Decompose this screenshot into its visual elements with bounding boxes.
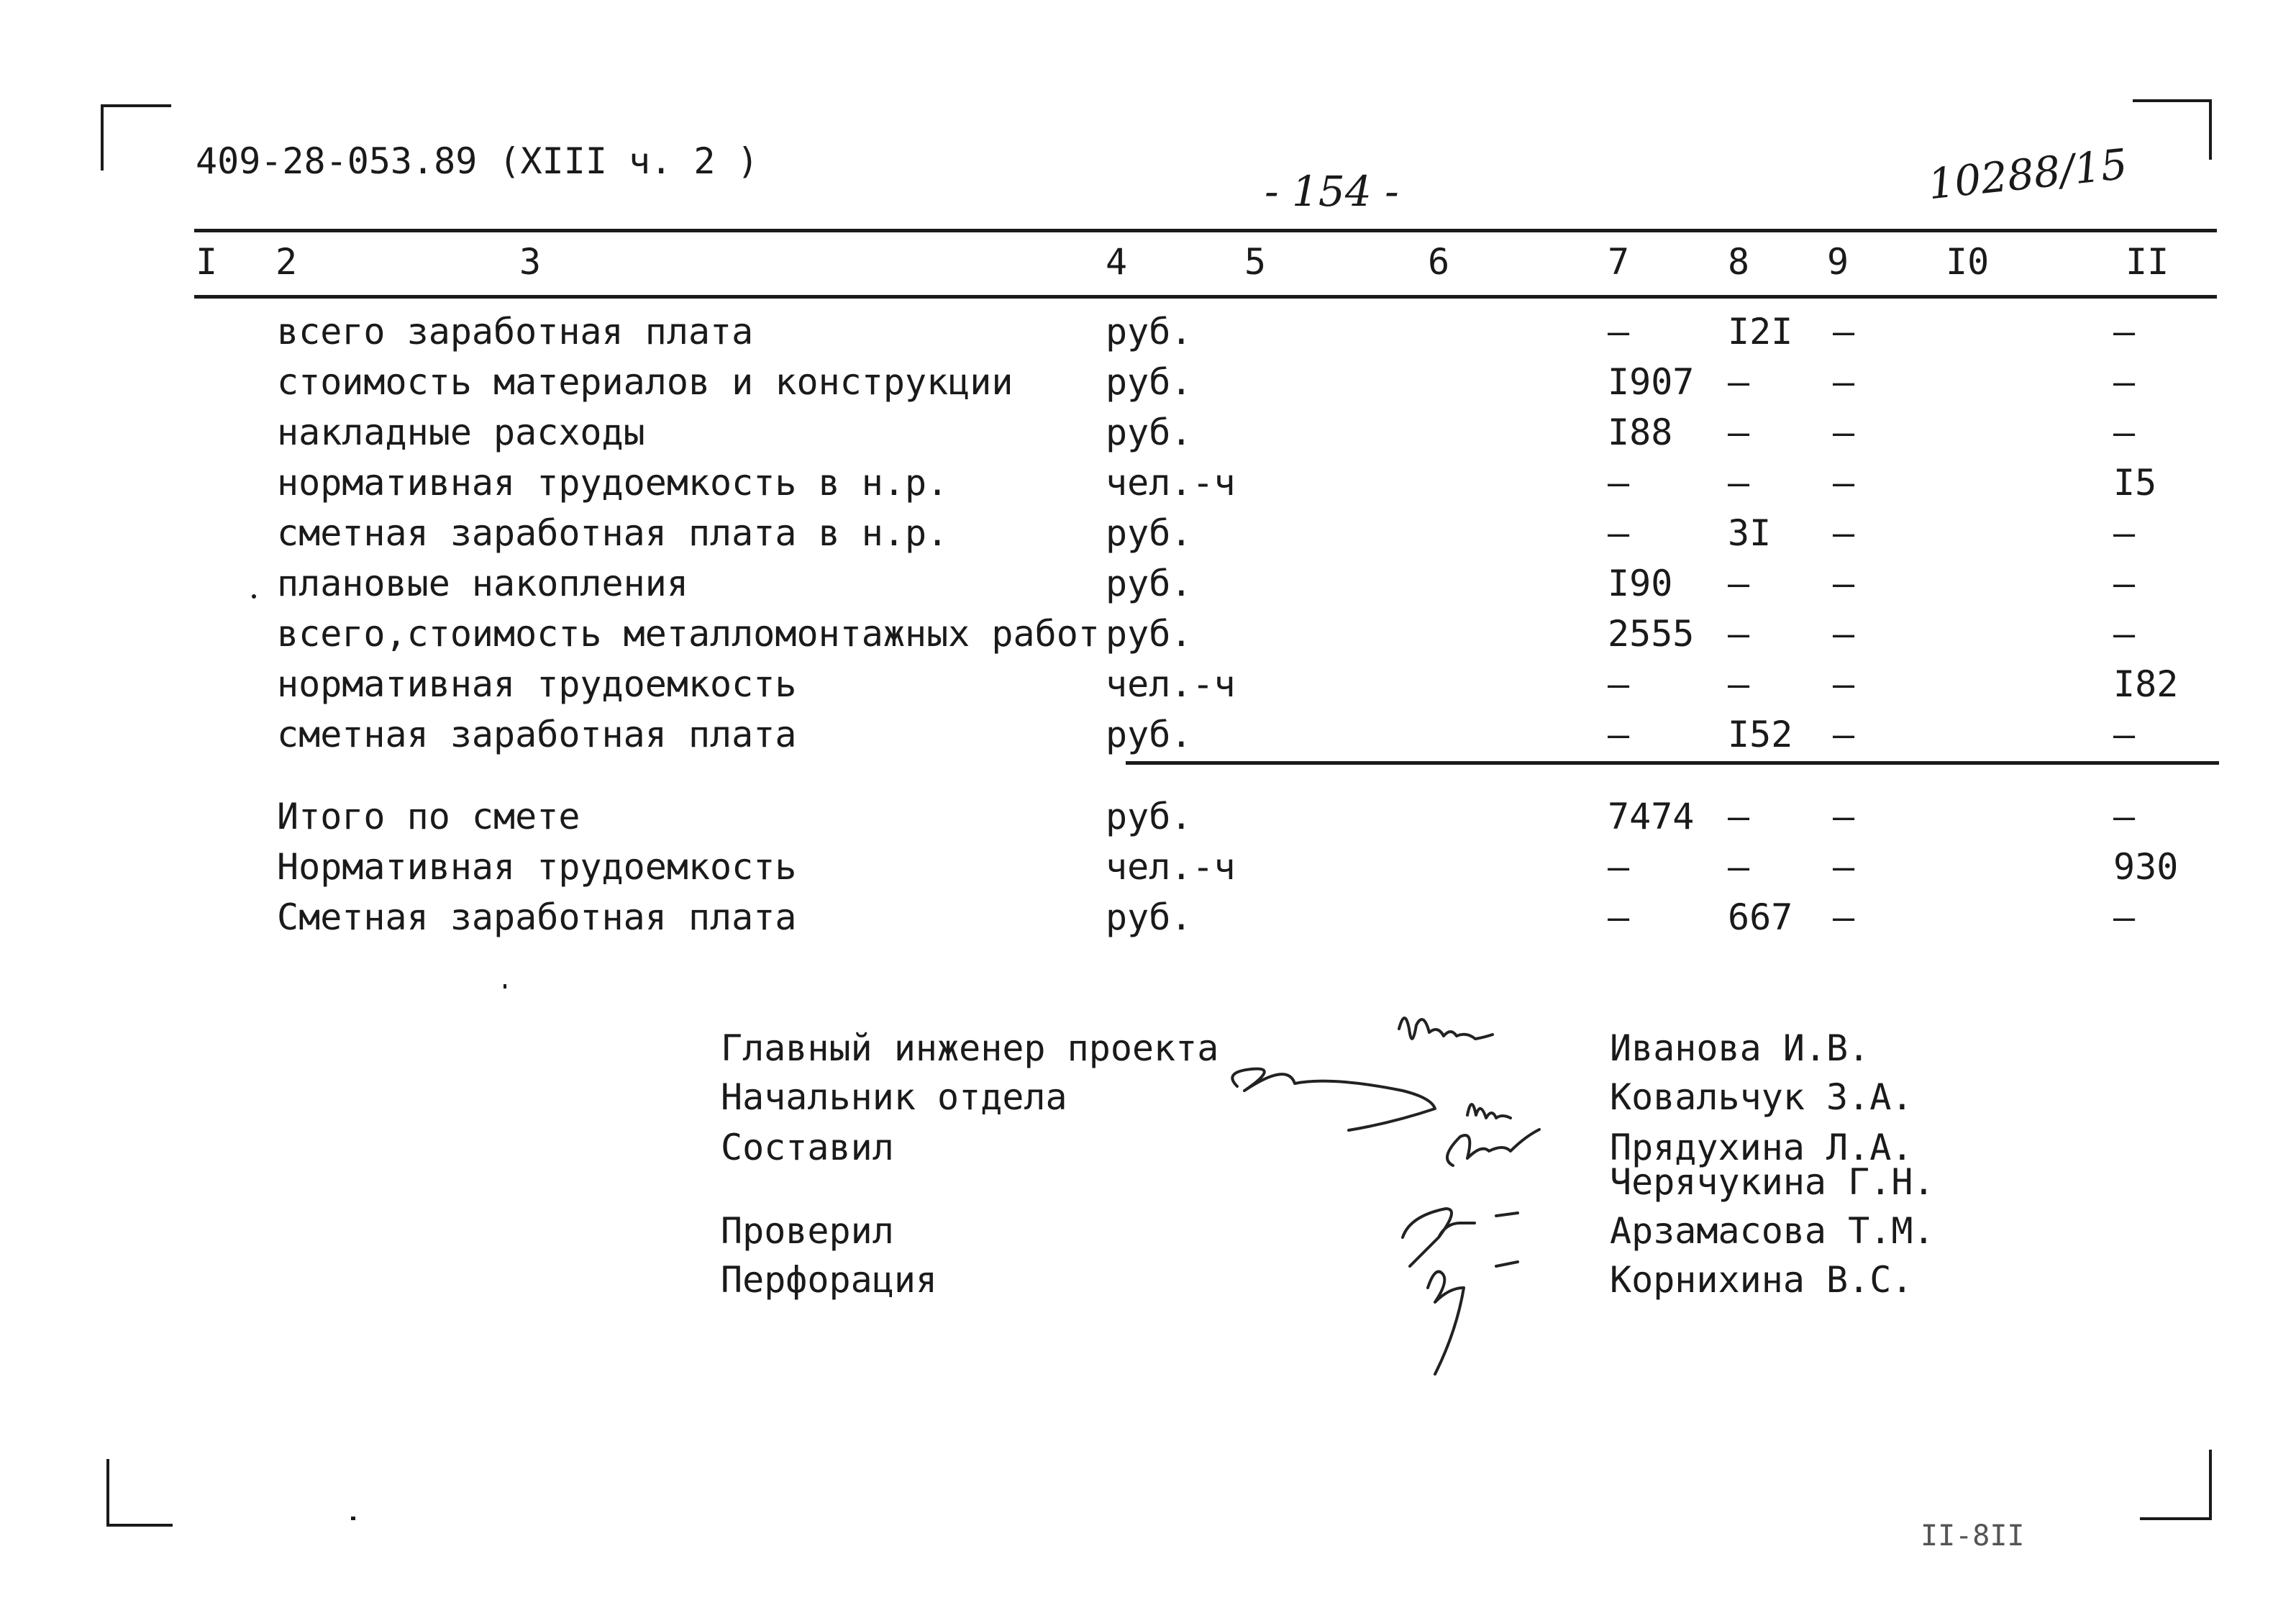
cell-col8: – bbox=[1728, 663, 1750, 705]
table-row bbox=[0, 407, 2296, 458]
row-unit: чел.-ч bbox=[1106, 846, 1236, 888]
signature-role: Перфорация bbox=[721, 1259, 938, 1301]
row-unit: руб. bbox=[1106, 361, 1193, 403]
cell-col9: – bbox=[1833, 361, 1855, 403]
column-header: 8 bbox=[1728, 241, 1750, 283]
signatory-name: Арзамасова Т.М. bbox=[1610, 1210, 1935, 1252]
handwritten-signatures bbox=[1208, 1000, 1626, 1374]
cell-col8: – bbox=[1728, 563, 1750, 604]
cell-col11: – bbox=[2113, 311, 2136, 353]
table-row bbox=[0, 357, 2296, 407]
cell-col9: – bbox=[1833, 846, 1855, 888]
cell-col11: – bbox=[2113, 714, 2136, 755]
cell-col11: 930 bbox=[2113, 846, 2179, 888]
cell-col11: – bbox=[2113, 412, 2136, 453]
table-row bbox=[0, 458, 2296, 508]
cell-col11: – bbox=[2113, 896, 2136, 938]
row-description: сметная заработная плата в н.р. bbox=[277, 512, 949, 554]
cell-col7: – bbox=[1608, 311, 1630, 353]
cell-col8: 667 bbox=[1728, 896, 1793, 938]
signature-role: Проверил bbox=[721, 1210, 894, 1252]
cell-col7: – bbox=[1608, 512, 1630, 554]
column-header: 3 bbox=[519, 241, 542, 283]
cell-col8: – bbox=[1728, 796, 1750, 837]
total-row bbox=[0, 892, 2296, 942]
column-header: 4 bbox=[1106, 241, 1128, 283]
scan-speck bbox=[351, 1517, 355, 1520]
document-code: 409-28-053.89 (XIII ч. 2 ) bbox=[196, 140, 759, 182]
cell-col8: I52 bbox=[1728, 714, 1793, 755]
cell-col7: I88 bbox=[1608, 412, 1673, 453]
cell-col9: – bbox=[1833, 663, 1855, 705]
cell-col9: – bbox=[1833, 796, 1855, 837]
signature-role: Составил bbox=[721, 1127, 894, 1168]
column-header: 2 bbox=[275, 241, 298, 283]
row-unit: руб. bbox=[1106, 563, 1193, 604]
row-unit: руб. bbox=[1106, 412, 1193, 453]
cell-col7: I907 bbox=[1608, 361, 1695, 403]
row-unit: чел.-ч bbox=[1106, 462, 1236, 504]
table-row bbox=[0, 306, 2296, 357]
row-description: Сметная заработная плата bbox=[277, 896, 797, 938]
cell-col11: I82 bbox=[2113, 663, 2179, 705]
corner-mark-top-right-h bbox=[2133, 99, 2212, 102]
row-unit: руб. bbox=[1106, 311, 1193, 353]
row-unit: руб. bbox=[1106, 512, 1193, 554]
corner-mark-top-right-v bbox=[2209, 99, 2212, 160]
cell-col11: – bbox=[2113, 512, 2136, 554]
column-header: I0 bbox=[1946, 241, 1990, 283]
row-unit: руб. bbox=[1106, 796, 1193, 837]
cell-col9: – bbox=[1833, 311, 1855, 353]
row-description: нормативная трудоемкость в н.р. bbox=[277, 462, 949, 504]
cell-col9: – bbox=[1833, 896, 1855, 938]
cell-col7: 7474 bbox=[1608, 796, 1695, 837]
cell-col7: – bbox=[1608, 846, 1630, 888]
scan-speck bbox=[504, 984, 506, 988]
cell-col7: – bbox=[1608, 714, 1630, 755]
cell-col8: – bbox=[1728, 613, 1750, 655]
cell-col11: – bbox=[2113, 563, 2136, 604]
cell-col11: – bbox=[2113, 613, 2136, 655]
table-row bbox=[0, 508, 2296, 558]
corner-mark-bottom-right-h bbox=[2140, 1517, 2212, 1520]
column-header: 5 bbox=[1244, 241, 1267, 283]
cell-col11: I5 bbox=[2113, 462, 2157, 504]
table-row bbox=[0, 609, 2296, 659]
table-top-rule bbox=[194, 229, 2217, 232]
row-description: Нормативная трудоемкость bbox=[277, 846, 797, 888]
table-header-rule bbox=[194, 295, 2217, 299]
row-description: всего заработная плата bbox=[277, 311, 754, 353]
cell-col9: – bbox=[1833, 512, 1855, 554]
column-header: II bbox=[2126, 241, 2169, 283]
scan-speck bbox=[252, 594, 256, 599]
corner-mark-top-left-v bbox=[101, 104, 104, 171]
cell-col11: – bbox=[2113, 796, 2136, 837]
row-unit: чел.-ч bbox=[1106, 663, 1236, 705]
cell-col8: – bbox=[1728, 361, 1750, 403]
signature-role: Начальник отдела bbox=[721, 1076, 1067, 1118]
row-description: Итого по смете bbox=[277, 796, 580, 837]
row-description: стоимость материалов и конструкции bbox=[277, 361, 1013, 403]
cell-col8: – bbox=[1728, 462, 1750, 504]
column-header: 9 bbox=[1827, 241, 1849, 283]
cell-col7: I90 bbox=[1608, 563, 1673, 604]
archive-number: 10288/15 bbox=[1926, 139, 2130, 209]
column-header: I bbox=[196, 241, 218, 283]
signatory-name: Прядухина Л.А. bbox=[1610, 1127, 1913, 1168]
row-description: нормативная трудоемкость bbox=[277, 663, 797, 705]
row-description: всего,стоимость металломонтажных работ bbox=[277, 613, 1100, 655]
signatory-name: Черячукина Г.Н. bbox=[1610, 1161, 1935, 1203]
corner-mark-bottom-left-h bbox=[106, 1524, 173, 1527]
column-header: 7 bbox=[1608, 241, 1630, 283]
cell-col7: 2555 bbox=[1608, 613, 1695, 655]
cell-col9: – bbox=[1833, 563, 1855, 604]
corner-mark-bottom-right-v bbox=[2209, 1450, 2212, 1520]
cell-col7: – bbox=[1608, 663, 1630, 705]
cell-col8: I2I bbox=[1728, 311, 1793, 353]
cell-col9: – bbox=[1833, 462, 1855, 504]
column-header: 6 bbox=[1428, 241, 1450, 283]
cell-col7: – bbox=[1608, 896, 1630, 938]
cell-col8: 3I bbox=[1728, 512, 1772, 554]
signature-role: Главный инженер проекта bbox=[721, 1027, 1219, 1069]
table-row bbox=[0, 709, 2296, 760]
cell-col9: – bbox=[1833, 412, 1855, 453]
total-row bbox=[0, 791, 2296, 842]
cell-col8: – bbox=[1728, 846, 1750, 888]
row-unit: руб. bbox=[1106, 896, 1193, 938]
table-row bbox=[0, 558, 2296, 609]
row-unit: руб. bbox=[1106, 613, 1193, 655]
cell-col7: – bbox=[1608, 462, 1630, 504]
row-unit: руб. bbox=[1106, 714, 1193, 755]
corner-mark-bottom-left-v bbox=[106, 1459, 109, 1527]
cell-col9: – bbox=[1833, 714, 1855, 755]
page-number: - 154 - bbox=[1265, 167, 1399, 216]
subtotal-rule bbox=[1126, 761, 2219, 765]
signatory-name: Ковальчук З.А. bbox=[1610, 1076, 1913, 1118]
footer-stamp: II-8II bbox=[1921, 1519, 2025, 1553]
table-row bbox=[0, 659, 2296, 709]
corner-mark-top-left-h bbox=[101, 104, 171, 107]
cell-col8: – bbox=[1728, 412, 1750, 453]
row-description: накладные расходы bbox=[277, 412, 645, 453]
signatory-name: Иванова И.В. bbox=[1610, 1027, 1870, 1069]
cell-col11: – bbox=[2113, 361, 2136, 403]
cell-col9: – bbox=[1833, 613, 1855, 655]
row-description: сметная заработная плата bbox=[277, 714, 797, 755]
row-description: плановые накопления bbox=[277, 563, 688, 604]
signatory-name: Корнихина В.С. bbox=[1610, 1259, 1913, 1301]
total-row bbox=[0, 842, 2296, 892]
